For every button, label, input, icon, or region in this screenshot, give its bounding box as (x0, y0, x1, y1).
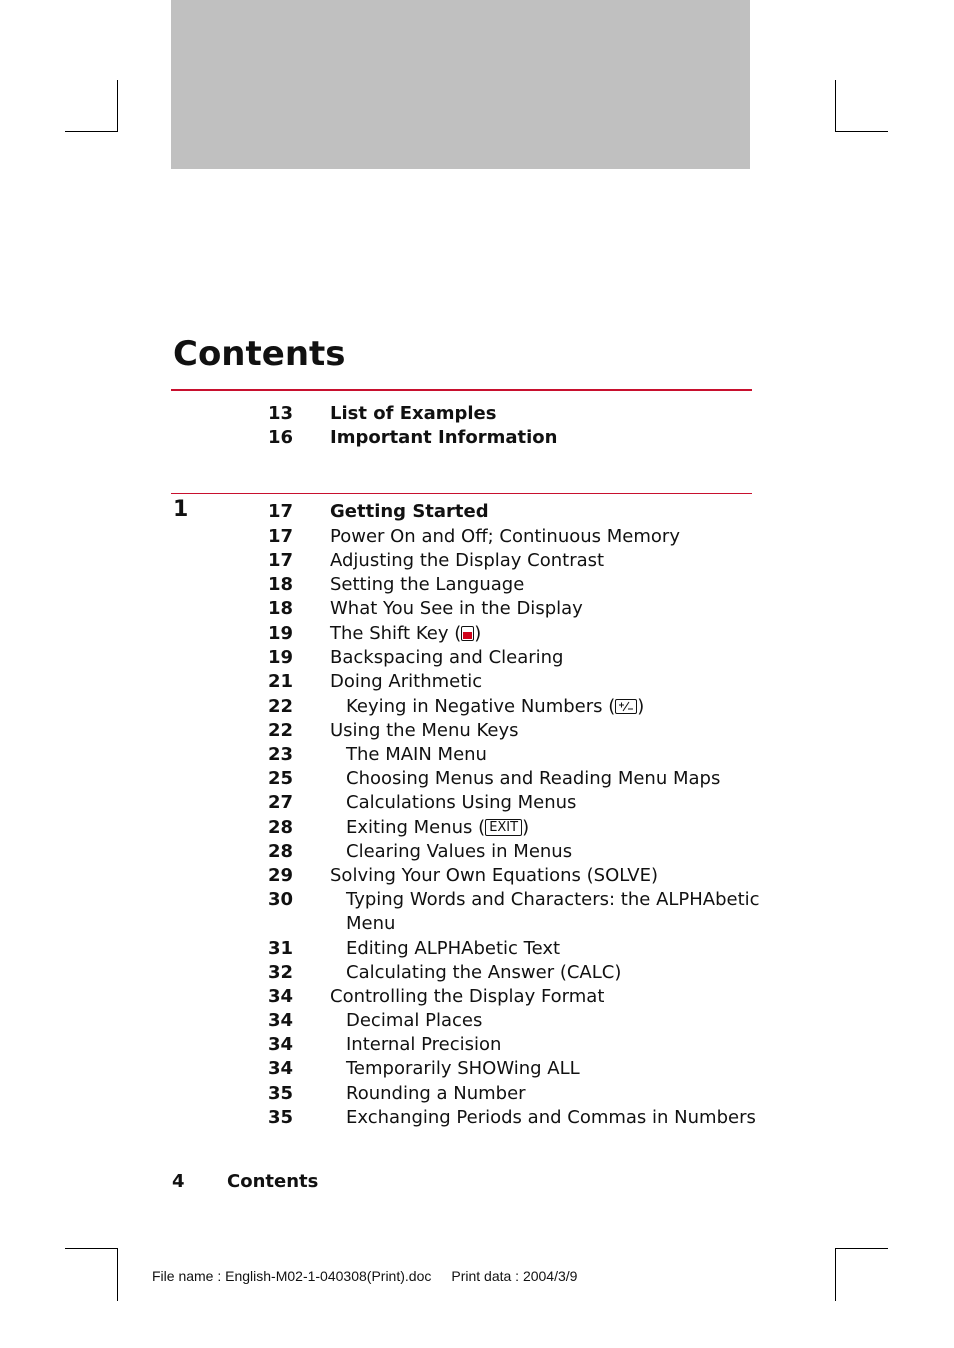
toc-entry[interactable] (0, 888, 954, 912)
toc-entry-text: Exiting Menus ( EXIT ) (346, 817, 530, 838)
toc-page-number: 17 (267, 526, 293, 547)
toc-entry-text: Important Information (330, 427, 558, 448)
toc-entry-text: Calculations Using Menus (346, 792, 577, 813)
toc-entry[interactable] (0, 767, 954, 791)
toc-entry-text: Doing Arithmetic (330, 671, 483, 692)
page-title: Contents (173, 334, 346, 374)
toc-page-number: 22 (267, 720, 293, 741)
toc-entry[interactable] (0, 840, 954, 864)
toc-entry[interactable] (0, 549, 954, 573)
toc-entry-text: The MAIN Menu (346, 744, 487, 765)
toc-entry-text: Decimal Places (346, 1010, 483, 1031)
toc-entry-text: Exchanging Periods and Commas in Numbers (346, 1107, 756, 1128)
chapter-divider (171, 493, 752, 494)
toc-entry[interactable] (0, 985, 954, 1009)
toc-entry[interactable] (0, 864, 954, 888)
exit-key-icon: EXIT (485, 819, 522, 836)
print-file-info (152, 1267, 577, 1285)
toc-page-number: 22 (267, 696, 293, 717)
toc-entry[interactable] (0, 525, 954, 549)
toc-entry[interactable] (0, 961, 954, 985)
toc-entry[interactable] (0, 622, 954, 646)
toc-page-number: 29 (267, 865, 293, 886)
toc-entry-text: Using the Menu Keys (330, 720, 519, 741)
toc-entry-text: Temporarily SHOWing ALL (346, 1058, 580, 1079)
toc-page-number: 17 (267, 550, 293, 571)
toc-entry-text: Clearing Values in Menus (346, 841, 573, 862)
toc-page-number: 34 (267, 1010, 293, 1031)
toc-page-number: 28 (267, 817, 293, 838)
toc-entry[interactable] (0, 402, 954, 426)
toc-entry[interactable] (0, 646, 954, 670)
toc-entry[interactable] (0, 1057, 954, 1081)
toc-page-number: 30 (267, 889, 293, 910)
toc-page-number: 18 (267, 598, 293, 619)
toc-page-number: 17 (267, 501, 293, 522)
toc-page-number: 23 (267, 744, 293, 765)
toc-entry[interactable] (0, 1106, 954, 1130)
footer-section-label: Contents (227, 1171, 319, 1192)
toc-page-number: 27 (267, 792, 293, 813)
toc-entry[interactable] (0, 573, 954, 597)
toc-entry[interactable] (0, 597, 954, 621)
toc-entry[interactable] (0, 695, 954, 719)
toc-entry[interactable] (0, 743, 954, 767)
toc-page-number: 13 (267, 403, 293, 424)
print-date-text: Print data : 2004/3/9 (451, 1268, 578, 1284)
file-name-text: File name : English-M02-1-040308(Print).doc (152, 1268, 432, 1284)
toc-page-number: 34 (267, 1034, 293, 1055)
toc-entry-text: What You See in the Display (330, 598, 583, 619)
toc-entry-text: Calculating the Answer (CALC) (346, 962, 622, 983)
toc-page-number: 28 (267, 841, 293, 862)
toc-entry-text: Controlling the Display Format (330, 986, 605, 1007)
toc-page-number: 19 (267, 623, 293, 644)
toc-entry[interactable] (0, 426, 954, 450)
toc-page-number: 31 (267, 938, 293, 959)
toc-page-number: 16 (267, 427, 293, 448)
toc-page-number: 18 (267, 574, 293, 595)
toc-page-number: 21 (267, 671, 293, 692)
toc-entry-continuation (0, 912, 954, 936)
toc-page-number: 34 (267, 1058, 293, 1079)
toc-entry-text: Power On and Off; Continuous Memory (330, 526, 680, 547)
chapter-number: 1 (173, 497, 189, 522)
toc-entry-text: Setting the Language (330, 574, 525, 595)
toc-entry[interactable] (0, 670, 954, 694)
toc-entry-text: Menu (346, 913, 396, 934)
toc-entry-text: Editing ALPHAbetic Text (346, 938, 561, 959)
toc-entry[interactable] (0, 816, 954, 840)
toc-entry-text: The Shift Key ( ) (330, 623, 482, 644)
toc-page-number: 25 (267, 768, 293, 789)
toc-entry[interactable] (0, 719, 954, 743)
toc-entry-text: Solving Your Own Equations (SOLVE) (330, 865, 659, 886)
toc-entry[interactable] (0, 1082, 954, 1106)
plus-minus-key-icon (615, 699, 637, 714)
toc-entry-text: List of Examples (330, 403, 497, 424)
toc-entry[interactable] (0, 937, 954, 961)
toc-page-number: 19 (267, 647, 293, 668)
shift-key-icon (461, 626, 474, 641)
toc-entry-text: Rounding a Number (346, 1083, 526, 1104)
toc-entry-text: Internal Precision (346, 1034, 502, 1055)
toc-page-number: 35 (267, 1107, 293, 1128)
footer-page-number: 4 (172, 1171, 185, 1192)
toc-entry[interactable] (0, 1009, 954, 1033)
toc-entry[interactable] (0, 500, 954, 524)
toc-entry-text: Choosing Menus and Reading Menu Maps (346, 768, 721, 789)
toc-entry-text: Keying in Negative Numbers ( ) (346, 696, 645, 717)
toc-entry-text: Typing Words and Characters: the ALPHAbetic (346, 889, 760, 910)
toc-entry-text: Getting Started (330, 501, 489, 522)
title-divider (171, 389, 752, 391)
toc-entry[interactable] (0, 1033, 954, 1057)
toc-page-number: 34 (267, 986, 293, 1007)
toc-entry-text: Adjusting the Display Contrast (330, 550, 605, 571)
toc-entry[interactable] (0, 791, 954, 815)
header-gray-block (171, 0, 750, 169)
toc-entry-text: Backspacing and Clearing (330, 647, 564, 668)
toc-page-number: 35 (267, 1083, 293, 1104)
toc-page-number: 32 (267, 962, 293, 983)
